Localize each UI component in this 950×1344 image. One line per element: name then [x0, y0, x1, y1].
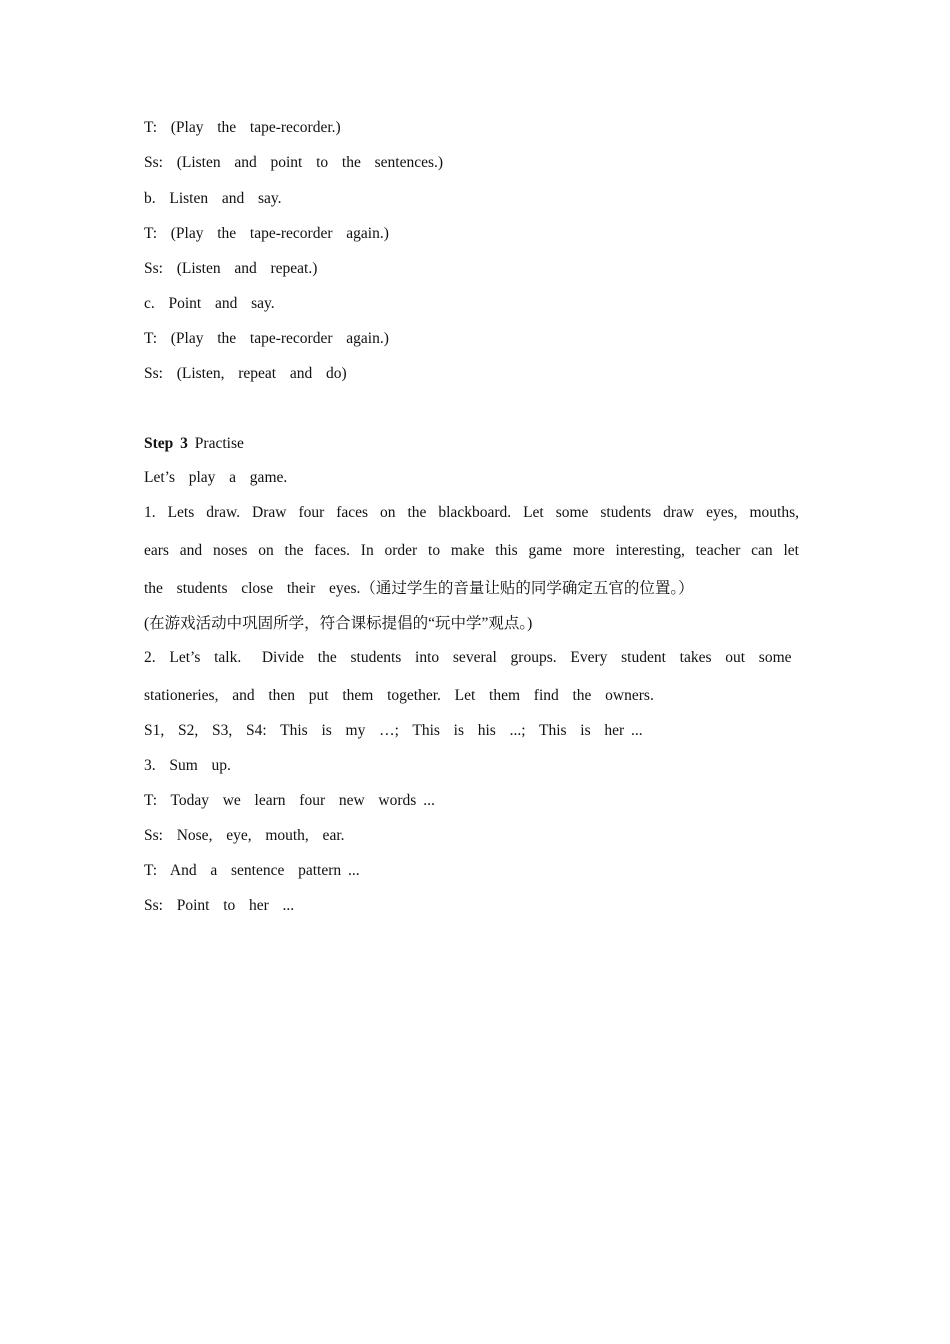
item1-line1: 1. Lets draw. Draw four faces on the blackboard. Let some students draw eyes, mouths, [144, 504, 799, 521]
item2-line1: 2. Let’s talk. Divide the students into several groups. Every student takes out some [144, 649, 792, 666]
line-teacher-play-again-2: T: (Play the tape-recorder again.) [144, 330, 389, 347]
sum-line-students-words: Ss: Nose, eye, mouth, ear. [144, 827, 345, 844]
line-listen-and-say: b. Listen and say. [144, 190, 282, 207]
line-teacher-play: T: (Play the tape-recorder.) [144, 119, 341, 136]
step3-intro: Let’s play a game. [144, 469, 288, 486]
item1-line2: ears and noses on the faces. In order to make this game more interesting, teacher can let [144, 542, 799, 559]
line-students-listen-repeat-do: Ss: (Listen, repeat and do) [144, 365, 347, 382]
sum-line-teacher-pattern: T: And a sentence pattern ... [144, 862, 360, 879]
step3-heading [144, 434, 244, 454]
line-students-listen-point: Ss: (Listen and point to the sentences.) [144, 154, 444, 171]
item2-dialogue: S1, S2, S3, S4: This is my …; This is his ...; This is her ... [144, 722, 643, 739]
line-students-listen-repeat: Ss: (Listen and repeat.) [144, 260, 318, 277]
step3-heading-title: Practise [187, 435, 244, 452]
sum-line-students-pattern: Ss: Point to her ... [144, 897, 295, 914]
item3-sum-up: 3. Sum up. [144, 757, 231, 774]
step3-heading-label: Step 3 [144, 435, 188, 452]
item2-line2: stationeries, and then put them together. Let them find the owners. [144, 687, 654, 704]
line-point-and-say: c. Point and say. [144, 295, 275, 312]
item1-note: (在游戏活动中巩固所学，符合课标提倡的“玩中学”观点。) [144, 615, 533, 632]
line-teacher-play-again: T: (Play the tape-recorder again.) [144, 225, 389, 242]
item1-line3: the students close their eyes.（通过学生的音量让贴的同学确定五官的位置。） [144, 580, 694, 597]
sum-line-teacher-words: T: Today we learn four new words ... [144, 792, 435, 809]
